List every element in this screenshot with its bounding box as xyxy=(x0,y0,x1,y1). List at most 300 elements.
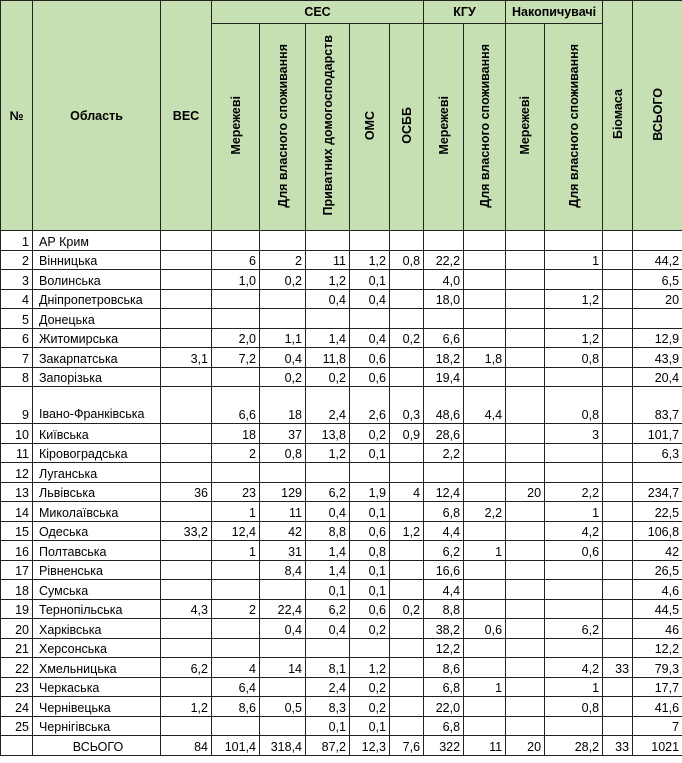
value-cell xyxy=(506,697,545,717)
value-cell xyxy=(161,541,212,561)
value-cell xyxy=(161,367,212,387)
row-number: 9 xyxy=(1,387,33,424)
region-name: Кіровоградська xyxy=(33,443,161,463)
value-cell xyxy=(506,348,545,368)
value-cell: 106,8 xyxy=(633,521,682,541)
value-cell: 33,2 xyxy=(161,521,212,541)
value-cell: 6,2 xyxy=(306,482,350,502)
value-cell: 1,8 xyxy=(464,348,506,368)
col-kgu-own-header: Для власного споживання xyxy=(464,24,506,231)
col-ses-oms-header: ОМС xyxy=(350,24,390,231)
value-cell: 13,8 xyxy=(306,424,350,444)
value-cell xyxy=(212,638,260,658)
row-number: 12 xyxy=(1,463,33,483)
value-cell: 4,4 xyxy=(424,580,464,600)
value-cell: 46 xyxy=(633,619,682,639)
value-cell xyxy=(390,309,424,329)
table-row xyxy=(1,658,682,678)
value-cell: 0,8 xyxy=(545,387,603,424)
value-cell xyxy=(464,482,506,502)
value-cell xyxy=(161,231,212,251)
row-number: 2 xyxy=(1,250,33,270)
value-cell xyxy=(506,443,545,463)
value-cell xyxy=(306,231,350,251)
value-cell: 6 xyxy=(212,250,260,270)
value-cell: 44,2 xyxy=(633,250,682,270)
value-cell: 0,6 xyxy=(350,367,390,387)
value-cell xyxy=(506,619,545,639)
value-cell xyxy=(350,231,390,251)
table-row xyxy=(1,697,682,717)
table-row xyxy=(1,502,682,522)
value-cell xyxy=(464,638,506,658)
value-cell xyxy=(306,309,350,329)
region-name: Полтавська xyxy=(33,541,161,561)
value-cell: 87,2 xyxy=(306,736,350,756)
value-cell: 1,2 xyxy=(306,270,350,290)
value-cell xyxy=(390,638,424,658)
table-row xyxy=(1,716,682,736)
value-cell: 0,8 xyxy=(545,697,603,717)
value-cell xyxy=(545,560,603,580)
value-cell: 4,6 xyxy=(633,580,682,600)
value-cell xyxy=(603,697,633,717)
col-no-header: № xyxy=(1,1,33,231)
value-cell: 1 xyxy=(212,502,260,522)
value-cell xyxy=(212,367,260,387)
value-cell: 4,2 xyxy=(545,521,603,541)
row-number: 13 xyxy=(1,482,33,502)
value-cell xyxy=(545,580,603,600)
region-name: Харківська xyxy=(33,619,161,639)
region-name: Київська xyxy=(33,424,161,444)
region-name: Дніпропетровська xyxy=(33,289,161,309)
table-body xyxy=(1,231,682,756)
value-cell: 0,4 xyxy=(306,502,350,522)
table-row xyxy=(1,328,682,348)
value-cell xyxy=(603,482,633,502)
value-cell: 37 xyxy=(260,424,306,444)
value-cell xyxy=(212,309,260,329)
row-number: 25 xyxy=(1,716,33,736)
value-cell: 79,3 xyxy=(633,658,682,678)
value-cell: 6,8 xyxy=(424,502,464,522)
value-cell: 6,2 xyxy=(424,541,464,561)
value-cell: 42 xyxy=(260,521,306,541)
value-cell xyxy=(506,560,545,580)
value-cell xyxy=(603,309,633,329)
value-cell: 0,1 xyxy=(350,270,390,290)
value-cell xyxy=(212,463,260,483)
value-cell: 0,4 xyxy=(350,289,390,309)
value-cell xyxy=(464,463,506,483)
col-ses-grid-header: Мережеві xyxy=(212,24,260,231)
value-cell: 12,4 xyxy=(424,482,464,502)
col-storage-grid-header: Мережеві xyxy=(506,24,545,231)
value-cell xyxy=(603,387,633,424)
value-cell: 0,2 xyxy=(350,619,390,639)
region-name: Волинська xyxy=(33,270,161,290)
value-cell: 8,4 xyxy=(260,560,306,580)
value-cell: 1,2 xyxy=(306,443,350,463)
value-cell xyxy=(506,387,545,424)
value-cell xyxy=(161,716,212,736)
value-cell: 318,4 xyxy=(260,736,306,756)
value-cell xyxy=(390,270,424,290)
value-cell: 18,2 xyxy=(424,348,464,368)
value-cell xyxy=(506,716,545,736)
value-cell: 1 xyxy=(464,541,506,561)
table-header xyxy=(1,1,682,231)
value-cell xyxy=(464,716,506,736)
value-cell xyxy=(161,463,212,483)
value-cell xyxy=(603,599,633,619)
value-cell xyxy=(603,619,633,639)
value-cell: 6,4 xyxy=(212,677,260,697)
value-cell: 7,2 xyxy=(212,348,260,368)
value-cell: 8,8 xyxy=(306,521,350,541)
table-row xyxy=(1,619,682,639)
value-cell: 0,6 xyxy=(464,619,506,639)
value-cell: 4,4 xyxy=(424,521,464,541)
value-cell: 0,6 xyxy=(350,348,390,368)
value-cell: 2,0 xyxy=(212,328,260,348)
region-name: Херсонська xyxy=(33,638,161,658)
value-cell: 7 xyxy=(633,716,682,736)
value-cell: 0,6 xyxy=(545,541,603,561)
value-cell xyxy=(506,231,545,251)
value-cell: 0,2 xyxy=(390,328,424,348)
total-row xyxy=(1,736,682,756)
value-cell xyxy=(506,270,545,290)
value-cell xyxy=(390,502,424,522)
value-cell xyxy=(633,463,682,483)
value-cell xyxy=(212,560,260,580)
table-row xyxy=(1,521,682,541)
row-number: 8 xyxy=(1,367,33,387)
value-cell: 6,3 xyxy=(633,443,682,463)
region-name: Закарпатська xyxy=(33,348,161,368)
row-number: 17 xyxy=(1,560,33,580)
value-cell: 8,6 xyxy=(212,697,260,717)
value-cell: 20,4 xyxy=(633,367,682,387)
value-cell xyxy=(464,328,506,348)
value-cell: 11 xyxy=(306,250,350,270)
value-cell: 0,2 xyxy=(350,424,390,444)
value-cell: 7,6 xyxy=(390,736,424,756)
value-cell xyxy=(161,677,212,697)
row-number: 7 xyxy=(1,348,33,368)
value-cell xyxy=(506,580,545,600)
value-cell xyxy=(212,289,260,309)
value-cell: 1,2 xyxy=(545,289,603,309)
value-cell xyxy=(306,463,350,483)
value-cell xyxy=(464,367,506,387)
value-cell xyxy=(350,463,390,483)
value-cell: 83,7 xyxy=(633,387,682,424)
value-cell: 0,1 xyxy=(350,580,390,600)
value-cell: 0,8 xyxy=(545,348,603,368)
value-cell: 8,8 xyxy=(424,599,464,619)
value-cell: 4,3 xyxy=(161,599,212,619)
value-cell xyxy=(633,309,682,329)
value-cell: 2,4 xyxy=(306,677,350,697)
value-cell xyxy=(424,309,464,329)
value-cell xyxy=(464,250,506,270)
value-cell xyxy=(390,658,424,678)
value-cell: 6,2 xyxy=(161,658,212,678)
table-row xyxy=(1,463,682,483)
value-cell xyxy=(506,541,545,561)
row-number: 21 xyxy=(1,638,33,658)
region-name: Луганська xyxy=(33,463,161,483)
table-row xyxy=(1,270,682,290)
value-cell xyxy=(603,677,633,697)
row-number: 10 xyxy=(1,424,33,444)
value-cell xyxy=(390,541,424,561)
value-cell: 8,3 xyxy=(306,697,350,717)
table-row xyxy=(1,541,682,561)
value-cell xyxy=(161,443,212,463)
value-cell xyxy=(506,328,545,348)
group-kgu-header: КГУ xyxy=(424,1,506,24)
row-number: 11 xyxy=(1,443,33,463)
region-name: Одеська xyxy=(33,521,161,541)
value-cell xyxy=(545,270,603,290)
value-cell: 6,2 xyxy=(306,599,350,619)
value-cell: 1 xyxy=(545,250,603,270)
value-cell xyxy=(506,424,545,444)
value-cell xyxy=(603,463,633,483)
value-cell xyxy=(260,716,306,736)
value-cell xyxy=(260,463,306,483)
value-cell xyxy=(390,289,424,309)
value-cell xyxy=(161,560,212,580)
value-cell: 0,2 xyxy=(350,697,390,717)
row-number: 5 xyxy=(1,309,33,329)
value-cell xyxy=(603,443,633,463)
value-cell: 0,1 xyxy=(350,560,390,580)
value-cell xyxy=(506,502,545,522)
table-row xyxy=(1,289,682,309)
value-cell: 0,5 xyxy=(260,697,306,717)
region-name: Вінницька xyxy=(33,250,161,270)
value-cell: 6,5 xyxy=(633,270,682,290)
row-number: 23 xyxy=(1,677,33,697)
value-cell: 2 xyxy=(260,250,306,270)
value-cell xyxy=(506,677,545,697)
value-cell: 8,1 xyxy=(306,658,350,678)
value-cell xyxy=(161,270,212,290)
value-cell: 18 xyxy=(260,387,306,424)
table-row xyxy=(1,482,682,502)
value-cell: 1 xyxy=(545,677,603,697)
value-cell: 84 xyxy=(161,736,212,756)
value-cell xyxy=(212,231,260,251)
col-oblast-header: Область xyxy=(33,1,161,231)
table-row xyxy=(1,250,682,270)
table-row xyxy=(1,443,682,463)
value-cell: 0,4 xyxy=(260,348,306,368)
value-cell xyxy=(545,638,603,658)
row-number: 22 xyxy=(1,658,33,678)
value-cell: 129 xyxy=(260,482,306,502)
value-cell: 0,8 xyxy=(350,541,390,561)
value-cell: 0,2 xyxy=(306,367,350,387)
value-cell xyxy=(464,658,506,678)
value-cell: 33 xyxy=(603,658,633,678)
value-cell xyxy=(603,270,633,290)
value-cell: 23 xyxy=(212,482,260,502)
value-cell: 3,1 xyxy=(161,348,212,368)
table-row xyxy=(1,367,682,387)
value-cell: 0,4 xyxy=(306,619,350,639)
value-cell xyxy=(390,463,424,483)
region-name: Черкаська xyxy=(33,677,161,697)
region-name: Тернопільська xyxy=(33,599,161,619)
value-cell xyxy=(506,521,545,541)
value-cell: 11 xyxy=(260,502,306,522)
value-cell: 12,2 xyxy=(633,638,682,658)
value-cell: 4,2 xyxy=(545,658,603,678)
row-number: 24 xyxy=(1,697,33,717)
value-cell: 11,8 xyxy=(306,348,350,368)
value-cell: 38,2 xyxy=(424,619,464,639)
value-cell: 1,4 xyxy=(306,541,350,561)
row-number: 16 xyxy=(1,541,33,561)
table-row xyxy=(1,309,682,329)
value-cell: 101,4 xyxy=(212,736,260,756)
value-cell: 14 xyxy=(260,658,306,678)
table-row xyxy=(1,580,682,600)
value-cell: 1,0 xyxy=(212,270,260,290)
value-cell: 18,0 xyxy=(424,289,464,309)
value-cell: 0,2 xyxy=(390,599,424,619)
value-cell xyxy=(603,580,633,600)
value-cell xyxy=(545,309,603,329)
region-name: Донецька xyxy=(33,309,161,329)
value-cell: 0,8 xyxy=(390,250,424,270)
table-row xyxy=(1,387,682,424)
value-cell: 22,4 xyxy=(260,599,306,619)
value-cell xyxy=(161,289,212,309)
value-cell: 0,4 xyxy=(260,619,306,639)
value-cell xyxy=(603,367,633,387)
value-cell: 22,5 xyxy=(633,502,682,522)
value-cell: 0,6 xyxy=(350,521,390,541)
value-cell: 2,4 xyxy=(306,387,350,424)
value-cell: 20 xyxy=(633,289,682,309)
value-cell xyxy=(390,580,424,600)
value-cell: 1021 xyxy=(633,736,682,756)
value-cell: 26,5 xyxy=(633,560,682,580)
value-cell: 234,7 xyxy=(633,482,682,502)
value-cell: 42 xyxy=(633,541,682,561)
col-kgu-grid-header: Мережеві xyxy=(424,24,464,231)
value-cell xyxy=(506,250,545,270)
table-row xyxy=(1,348,682,368)
value-cell xyxy=(390,716,424,736)
value-cell xyxy=(464,231,506,251)
value-cell xyxy=(350,309,390,329)
value-cell: 0,1 xyxy=(350,443,390,463)
value-cell: 18 xyxy=(212,424,260,444)
value-cell: 36 xyxy=(161,482,212,502)
value-cell: 0,9 xyxy=(390,424,424,444)
value-cell: 22,2 xyxy=(424,250,464,270)
value-cell: 0,2 xyxy=(260,270,306,290)
value-cell: 2,6 xyxy=(350,387,390,424)
value-cell: 28,6 xyxy=(424,424,464,444)
value-cell: 1,2 xyxy=(545,328,603,348)
value-cell: 20 xyxy=(506,482,545,502)
value-cell xyxy=(464,270,506,290)
value-cell xyxy=(464,424,506,444)
row-number: 18 xyxy=(1,580,33,600)
table-row xyxy=(1,424,682,444)
value-cell: 0,6 xyxy=(350,599,390,619)
value-cell: 2,2 xyxy=(545,482,603,502)
value-cell xyxy=(464,599,506,619)
value-cell: 44,5 xyxy=(633,599,682,619)
value-cell: 1 xyxy=(212,541,260,561)
value-cell: 6,8 xyxy=(424,716,464,736)
value-cell xyxy=(350,638,390,658)
value-cell xyxy=(603,348,633,368)
value-cell xyxy=(260,309,306,329)
value-cell xyxy=(464,580,506,600)
value-cell xyxy=(212,716,260,736)
value-cell: 322 xyxy=(424,736,464,756)
value-cell: 6,6 xyxy=(212,387,260,424)
value-cell xyxy=(464,560,506,580)
value-cell: 1,2 xyxy=(390,521,424,541)
value-cell xyxy=(390,560,424,580)
value-cell: 0,1 xyxy=(306,716,350,736)
value-cell: 12,9 xyxy=(633,328,682,348)
value-cell xyxy=(545,231,603,251)
value-cell: 12,2 xyxy=(424,638,464,658)
table-row xyxy=(1,638,682,658)
group-ses-header: СЕС xyxy=(212,1,424,24)
value-cell xyxy=(603,716,633,736)
value-cell xyxy=(161,250,212,270)
value-cell xyxy=(161,580,212,600)
value-cell: 101,7 xyxy=(633,424,682,444)
value-cell xyxy=(545,599,603,619)
value-cell xyxy=(506,463,545,483)
value-cell xyxy=(506,289,545,309)
value-cell: 2 xyxy=(212,443,260,463)
row-number: 1 xyxy=(1,231,33,251)
value-cell xyxy=(506,658,545,678)
value-cell xyxy=(506,309,545,329)
region-name: ВСЬОГО xyxy=(33,736,161,756)
value-cell xyxy=(161,387,212,424)
value-cell: 11 xyxy=(464,736,506,756)
value-cell: 2 xyxy=(212,599,260,619)
value-cell xyxy=(603,231,633,251)
value-cell xyxy=(161,638,212,658)
value-cell xyxy=(260,289,306,309)
value-cell: 4,4 xyxy=(464,387,506,424)
value-cell: 4 xyxy=(212,658,260,678)
value-cell: 3 xyxy=(545,424,603,444)
value-cell: 6,6 xyxy=(424,328,464,348)
value-cell: 12,4 xyxy=(212,521,260,541)
row-number: 15 xyxy=(1,521,33,541)
group-storage-header: Накопичувачі xyxy=(506,1,603,24)
